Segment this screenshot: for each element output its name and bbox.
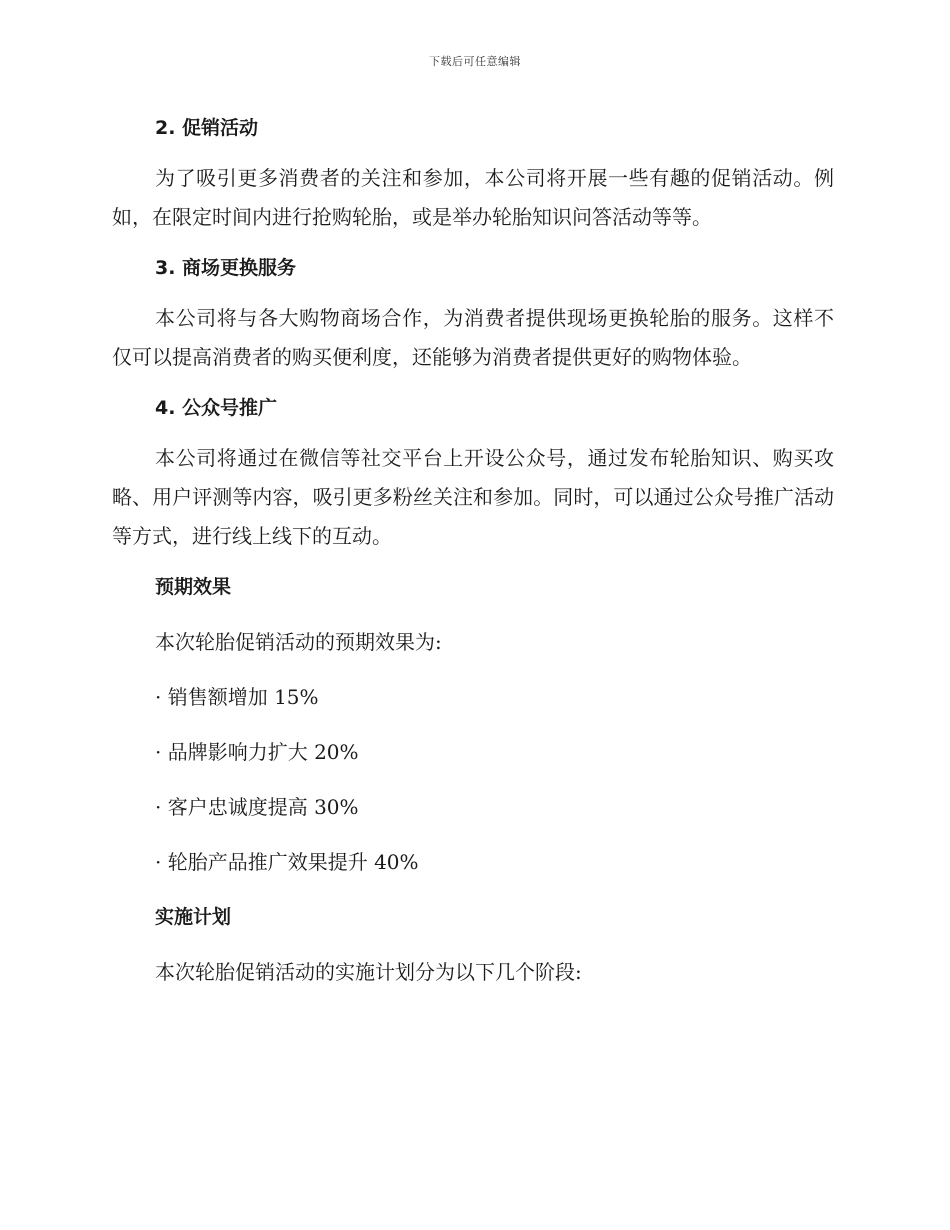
section-body-promo: 为了吸引更多消费者的关注和参加，本公司将开展一些有趣的促销活动。例如，在限定时间内进行抢购轮胎，或是举办轮胎知识问答活动等等。	[112, 166, 834, 229]
effect-intro: 本次轮胎促销活动的预期效果为:	[155, 630, 442, 654]
page-header-note: 下载后可任意编辑	[429, 55, 521, 68]
section-heading-promo: 2. 促销活动	[155, 117, 259, 139]
section-body-mall: 本公司将与各大购物商场合作，为消费者提供现场更换轮胎的服务。这样不仅可以提高消费者的购买便利度，还能够为消费者提供更好的购物体验。	[112, 306, 834, 369]
section-heading-mall: 3. 商场更换服务	[155, 257, 297, 279]
effect-item-loyalty: · 客户忠诚度提高 30%	[155, 795, 359, 819]
section-heading-wechat: 4. 公众号推广	[155, 397, 278, 419]
effect-item-product: · 轮胎产品推广效果提升 40%	[155, 850, 419, 874]
document-body	[112, 108, 834, 992]
section-heading-plan: 实施计划	[155, 906, 232, 928]
effect-item-sales: · 销售额增加 15%	[155, 685, 319, 709]
plan-intro: 本次轮胎促销活动的实施计划分为以下几个阶段:	[155, 960, 582, 984]
effect-item-brand: · 品牌影响力扩大 20%	[155, 740, 359, 764]
section-heading-effect: 预期效果	[155, 576, 232, 598]
section-body-wechat: 本公司将通过在微信等社交平台上开设公众号，通过发布轮胎知识、购买攻略、用户评测等内容，吸引更多粉丝关注和参加。同时，可以通过公众号推广活动等方式，进行线上线下的互动。	[112, 446, 834, 548]
